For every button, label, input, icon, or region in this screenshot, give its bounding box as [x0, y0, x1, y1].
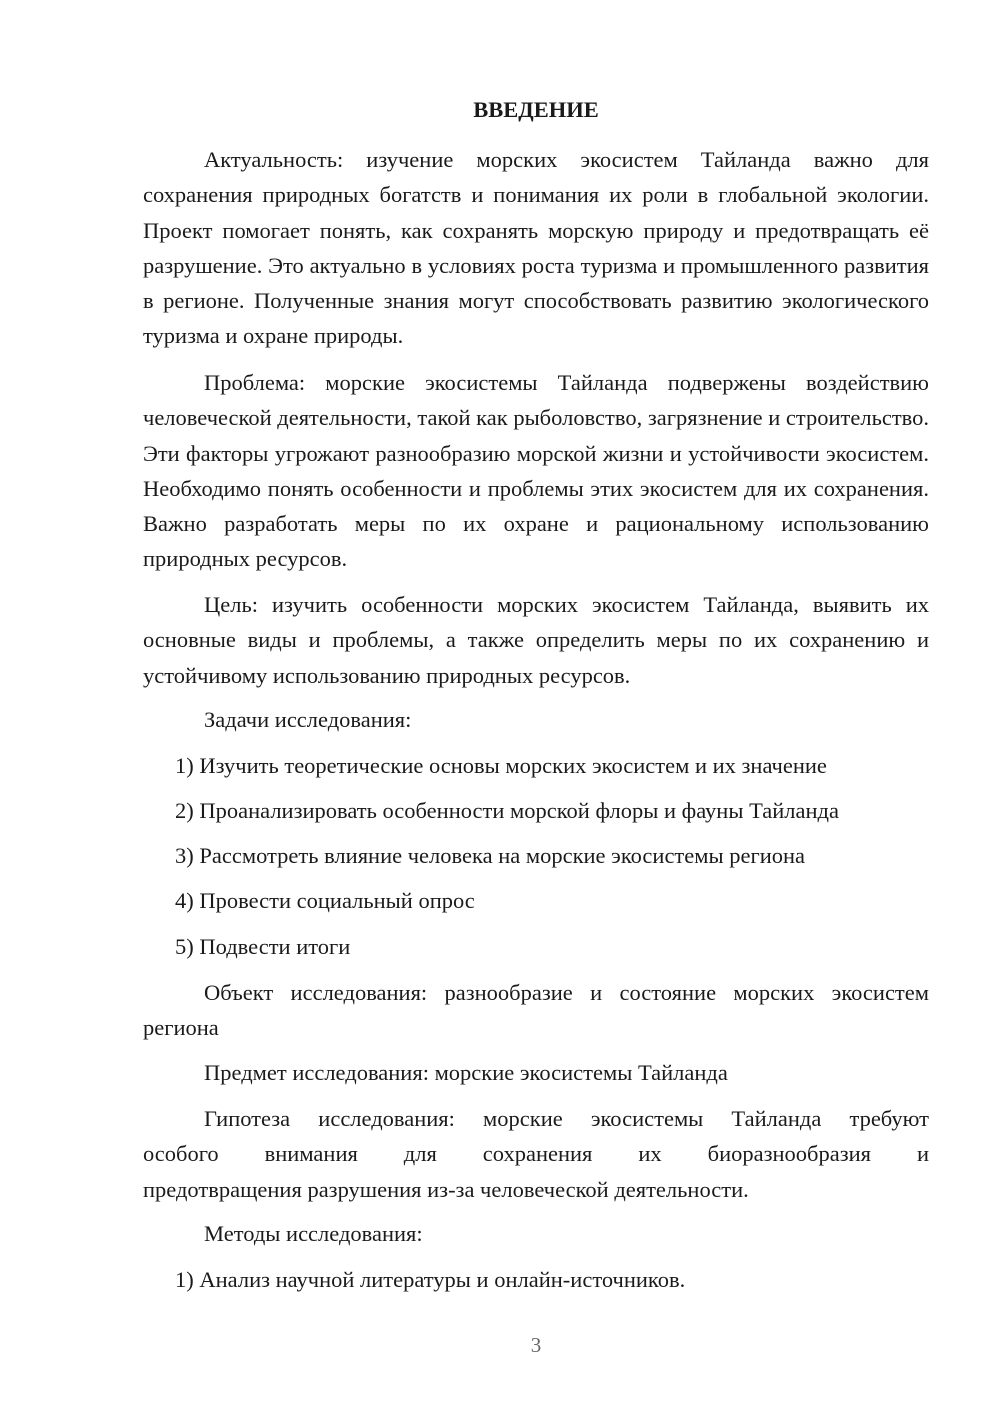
- task-item-2: 2) Проанализировать особенности морской флоры и фауны Тайланда: [175, 798, 839, 823]
- page-number: 3: [530, 1333, 542, 1357]
- task-item-4: 4) Провести социальный опрос: [175, 888, 475, 913]
- task-item-1: 1) Изучить теоретические основы морских экосистем и их значение: [175, 753, 827, 778]
- relevance-paragraph: Актуальность: изучение морских экосистем Тайланда важно для сохранения природных богатств и понимания их роли в глобальной экологии. Проект помогает понять, как сохранять морскую природу и предотвращать её разрушение. Это актуально в условиях роста туризма и промышленного развития в регионе. Полученные знания могут способствовать развитию экологического туризма и охране природы.: [143, 147, 929, 349]
- goal-paragraph: Цель: изучить особенности морских экосистем Тайланда, выявить их основные виды и проблемы, а также определить меры по их сохранению и устойчивому использованию природных ресурсов.: [143, 592, 929, 688]
- hypothesis-line: предотвращения разрушения из-за человеческой деятельности.: [143, 1177, 749, 1202]
- page-title: ВВЕДЕНИЕ: [473, 97, 599, 122]
- hypothesis-line: Гипотеза исследования: морские экосистемы Тайланда требуют: [204, 1106, 929, 1131]
- methods-heading: Методы исследования:: [204, 1221, 423, 1246]
- task-item-3: 3) Рассмотреть влияние человека на морские экосистемы региона: [175, 843, 806, 868]
- method-item-1: 1) Анализ научной литературы и онлайн-источников.: [175, 1267, 686, 1292]
- problem-paragraph: Проблема: морские экосистемы Тайланда подвержены воздействию человеческой деятельности, такой как рыболовство, загрязнение и строительство. Эти факторы угрожают разнообразию морской жизни и устойчивости экосистем. Необходимо понять особенности и проблемы этих экосистем для их сохранения. Важно разработать меры по их охране и рациональному использованию природных ресурсов.: [143, 370, 929, 572]
- object-paragraph: Объект исследования: разнообразие и состояние морских экосистем региона: [143, 980, 929, 1041]
- hypothesis-line: особого внимания для сохранения их биоразнообразия и: [143, 1141, 929, 1166]
- task-item-5: 5) Подвести итоги: [175, 934, 351, 959]
- tasks-heading: Задачи исследования:: [204, 707, 412, 732]
- subject-paragraph: Предмет исследования: морские экосистемы Тайланда: [204, 1060, 728, 1085]
